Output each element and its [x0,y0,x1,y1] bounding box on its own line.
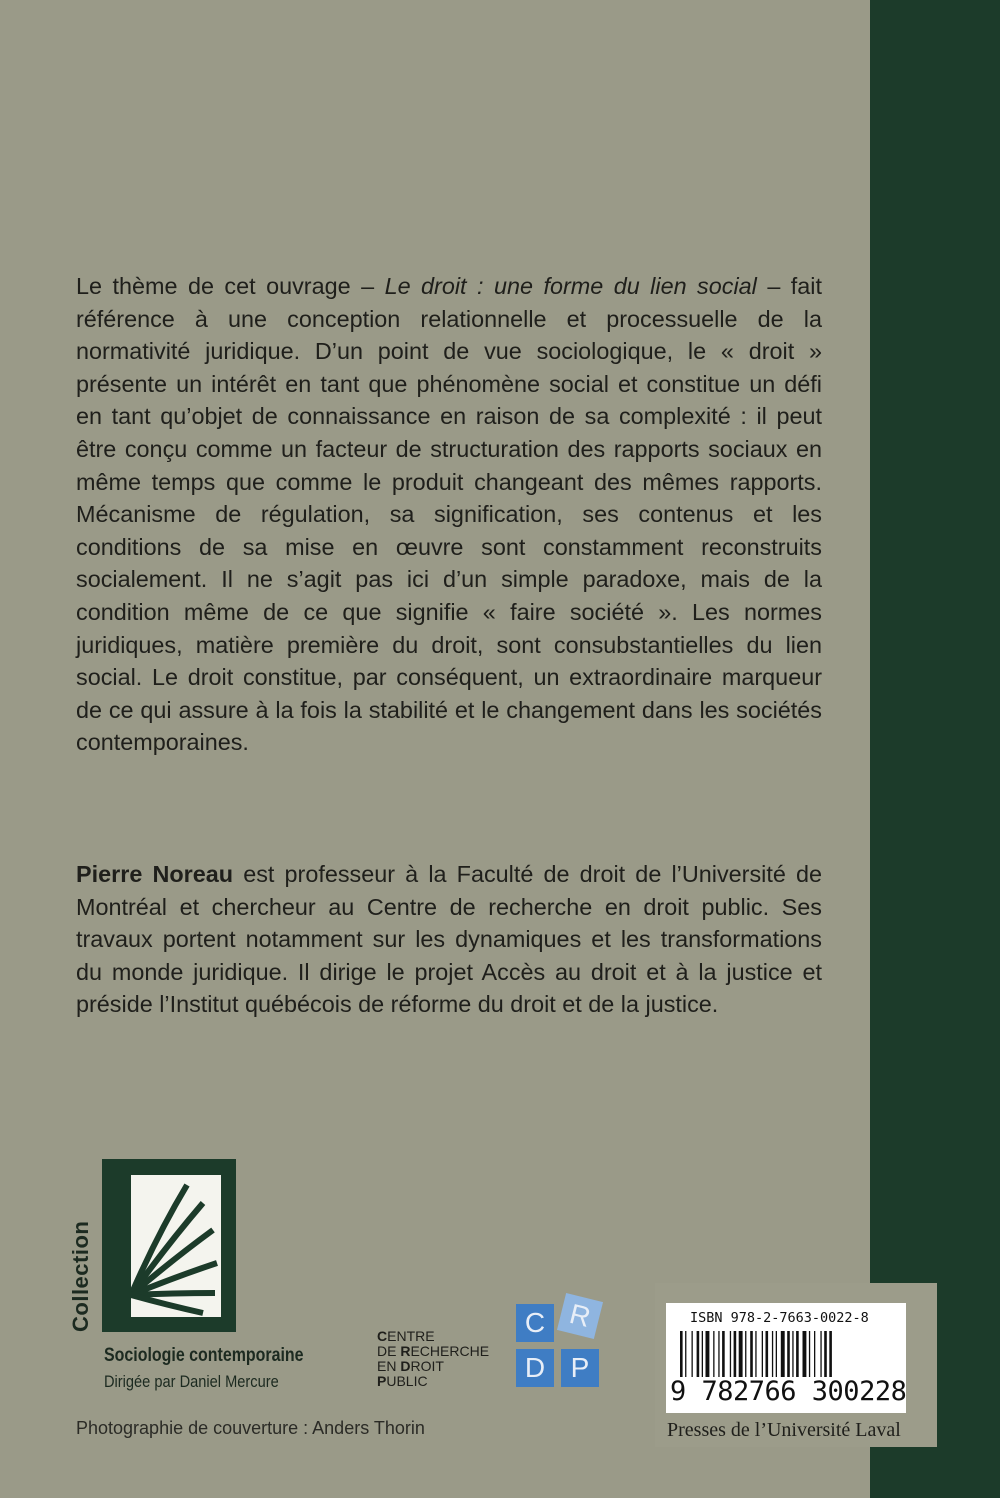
author-bio: Pierre Noreau est professeur à la Faculté de droit de l’Université de Montréal et chercheur au Centre de recherche en droit public. Ses travaux portent notamment sur les dynamiques et les transformations du monde juridique. Il dirige le projet Accès au droit et à la justice et préside l’Institut québécois de réforme du droit et de la justice. [76,861,822,1018]
photo-credit: Photographie de couverture : Anders Thorin [76,1418,425,1438]
ean-digits: 9 782766 300228 [670,1376,907,1407]
crdp-square-p: P [561,1349,599,1387]
isbn-number: ISBN 978-2-7663-0022-8 [690,1310,869,1326]
collection-label: Collection [68,1220,93,1332]
crdp-wordmark: CENTRE DE RECHERCHE EN DROIT PUBLIC [377,1328,490,1389]
back-cover-summary: Le thème de cet ouvrage – Le droit : une forme du lien social – fait référence à une conception relationnelle et processuelle de la normativité juridique. D’un point de vue sociologique, le « droit » présente un intérêt en tant que phénomène social et constitue un défi en tant qu’objet de connaissance en raison de sa complexité : il peut être conçu comme un facteur de structuration des rapports sociaux en même temps que comme le produit changeant des mêmes rapports. Mécanisme de régulation, sa signification, ses contenus et les conditions de sa mise en œuvre sont constamment reconstruits socialement. Il ne s’agit pas ici d’un simple paradoxe, mais de la condition même de ce que signifie « faire société ». Les normes juridiques, matière première du droit, sont consubstantielles du lien social. Le droit constitue, par conséquent, un extraordinaire marqueur de ce qui assure à la fois la stabilité et le changement dans les sociétés contemporaines. [76,273,822,756]
collection-logo-icon [117,1175,221,1317]
crdp-square-c: C [516,1304,554,1342]
collection-name: Sociologie contemporaine [104,1345,304,1366]
isbn-barcode [666,1303,906,1413]
barcode-bars [680,1331,894,1377]
book-title-italic: Le droit : une forme du lien social [384,273,757,299]
author-name: Pierre Noreau [76,861,234,887]
book-spine [870,0,1000,1498]
crdp-square-r: R [557,1293,603,1339]
publisher-name: Presses de l’Université Laval [667,1419,901,1441]
crdp-square-d: D [516,1349,554,1387]
collection-director: Dirigée par Daniel Mercure [104,1372,279,1391]
